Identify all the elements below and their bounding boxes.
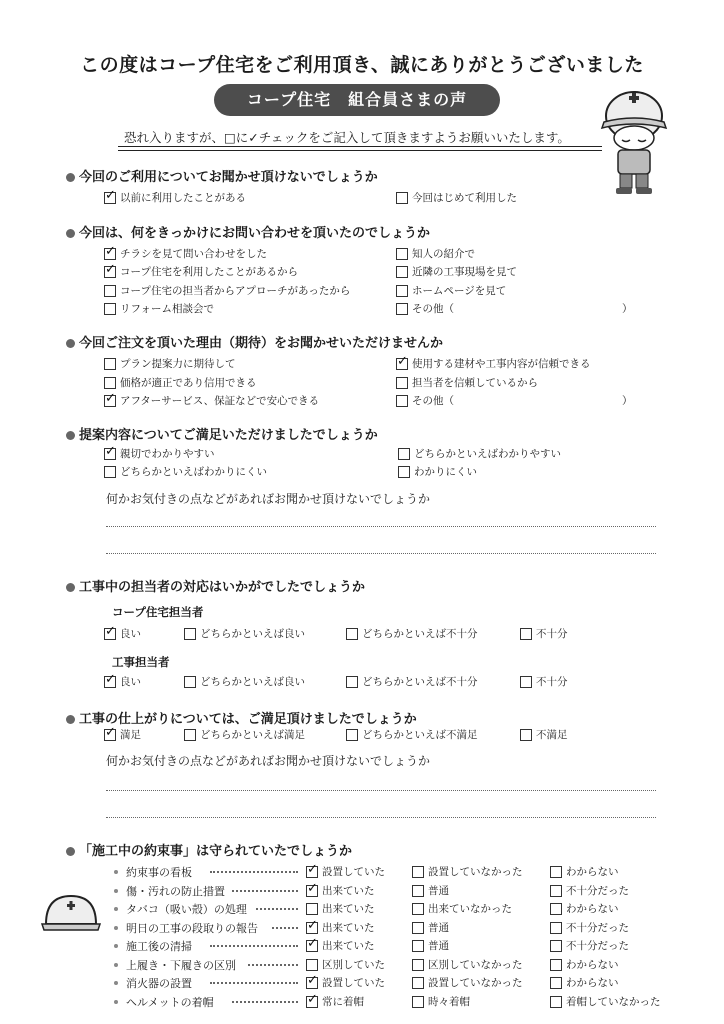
q7-r6-option-1[interactable]: [306, 957, 385, 972]
option-label: わからない: [566, 866, 619, 878]
leader-dots: [232, 1001, 298, 1003]
q3-option-1[interactable]: [104, 356, 236, 371]
question-2-text: 今回は、何をきっかけにお問い合わせを頂いたのでしょうか: [79, 226, 431, 241]
checkbox[interactable]: [104, 248, 116, 260]
group-title-coop: コープ住宅担当者: [112, 605, 204, 619]
rule-row-label: [114, 864, 192, 880]
q7-r2-option-2[interactable]: [412, 883, 449, 898]
option-label: その他（ ）: [412, 303, 633, 315]
checkbox[interactable]: [104, 303, 116, 315]
q7-r3-option-1[interactable]: [306, 901, 375, 916]
checkbox[interactable]: [398, 448, 410, 460]
q7-r6-option-3[interactable]: [550, 957, 619, 972]
rule-label: タバコ（吸い殻）の処理: [126, 903, 247, 916]
question-1-text: 今回のご利用についてお聞かせ頂けないでしょうか: [79, 170, 378, 185]
checkbox[interactable]: [306, 903, 318, 915]
option-label: わからない: [566, 903, 619, 915]
option-label: 不十分だった: [566, 940, 629, 952]
page-title: この度はコープ住宅をご利用頂き、誠にありがとうございました: [80, 54, 644, 76]
option-label: 設置していた: [322, 977, 385, 989]
rule-row-label: [114, 975, 192, 991]
worker-mascot-icon: [594, 86, 674, 198]
bullet-icon: [66, 583, 75, 592]
q7-r4-option-2[interactable]: [412, 920, 449, 935]
checkbox[interactable]: [104, 676, 116, 688]
checkbox[interactable]: [104, 729, 116, 741]
checkbox[interactable]: [412, 959, 424, 971]
q7-r4-option-1[interactable]: [306, 920, 375, 935]
option-label: 設置していなかった: [428, 977, 523, 989]
checkbox[interactable]: [550, 996, 562, 1008]
option-label: コープ住宅の担当者からアプローチがあったから: [120, 285, 351, 297]
checkbox[interactable]: [398, 466, 410, 478]
checkbox[interactable]: [306, 996, 318, 1008]
checkbox[interactable]: [396, 358, 408, 370]
checkbox[interactable]: [550, 940, 562, 952]
q2-option-8[interactable]: [396, 301, 633, 316]
checkbox[interactable]: [412, 977, 424, 989]
option-label: どちらかといえば不満足: [362, 729, 478, 741]
option-label: 区別していなかった: [428, 959, 523, 971]
option-label: 満足: [120, 729, 141, 741]
leader-dots: [210, 945, 298, 947]
option-label: プラン提案力に期待して: [120, 358, 236, 370]
q5-g1-option-1[interactable]: [104, 626, 141, 641]
header-divider: [118, 150, 602, 151]
bullet-icon: [66, 431, 75, 440]
q4-free-prompt: 何かお気付きの点などがあればお聞かせ頂けないでしょうか: [106, 492, 431, 506]
option-label: 出来ていなかった: [428, 903, 512, 915]
option-label: 担当者を信頼しているから: [412, 377, 538, 389]
bullet-icon: [114, 889, 118, 893]
q3-option-4[interactable]: [396, 356, 591, 371]
checkbox[interactable]: [306, 922, 318, 934]
option-label: 不十分: [536, 676, 568, 688]
question-6-text: 工事の仕上がりについては、ご満足頂けましたでしょうか: [79, 712, 417, 727]
question-3-text: 今回ご注文を頂いた理由（期待）をお聞かせいただけませんか: [79, 336, 444, 351]
option-label: 常に着帽: [322, 996, 364, 1008]
leader-dots: [248, 964, 298, 966]
option-label: 設置していた: [322, 866, 385, 878]
q6-option-1[interactable]: [104, 727, 141, 742]
checkbox[interactable]: [396, 377, 408, 389]
option-label: 良い: [120, 628, 141, 640]
checkbox[interactable]: [184, 729, 196, 741]
leader-dots: [256, 908, 298, 910]
option-label: 普通: [428, 922, 449, 934]
q7-r3-option-2[interactable]: [412, 901, 512, 916]
option-label: 出来ていた: [322, 903, 375, 915]
rule-label: 傷・汚れの防止措置: [126, 885, 225, 898]
q2-option-7[interactable]: [396, 283, 506, 298]
helmet-icon: [40, 890, 102, 936]
option-label: 以前に利用したことがある: [120, 192, 246, 204]
question-2: [66, 222, 430, 241]
question-3: [66, 332, 443, 351]
option-label: 時々着帽: [428, 996, 470, 1008]
checkbox[interactable]: [104, 395, 116, 407]
option-label: アフターサービス、保証などで安心できる: [120, 395, 320, 407]
option-label: 普通: [428, 885, 449, 897]
option-label: その他（ ）: [412, 395, 633, 407]
q7-r7-option-1[interactable]: [306, 975, 385, 990]
option-label: わからない: [566, 977, 619, 989]
checkbox[interactable]: [520, 628, 532, 640]
q6-free-prompt: 何かお気付きの点などがあればお聞かせ頂けないでしょうか: [106, 754, 431, 768]
rule-label: 上履き・下履きの区別: [126, 959, 236, 972]
q2-option-5[interactable]: [396, 246, 475, 261]
checkbox[interactable]: [306, 866, 318, 878]
checkbox[interactable]: [396, 192, 408, 204]
option-label: 良い: [120, 676, 141, 688]
checkbox[interactable]: [104, 628, 116, 640]
leader-dots: [210, 871, 298, 873]
q2-option-3[interactable]: [104, 283, 350, 298]
question-4: [66, 424, 378, 443]
rule-label: 施工後の清掃: [126, 940, 192, 953]
rule-label: ヘルメットの着帽: [126, 996, 214, 1009]
bullet-icon: [114, 926, 118, 930]
q6-option-3[interactable]: [346, 727, 478, 742]
option-label: 出来ていた: [322, 940, 375, 952]
leader-dots: [210, 982, 298, 984]
bullet-icon: [114, 907, 118, 911]
option-label: コープ住宅を利用したことがあるから: [120, 266, 298, 278]
option-label: ホームページを見て: [412, 285, 507, 297]
option-label: 着帽していなかった: [566, 996, 661, 1008]
checkbox[interactable]: [550, 959, 562, 971]
checkbox[interactable]: [104, 266, 116, 278]
question-5-text: 工事中の担当者の対応はいかがでしたでしょうか: [79, 580, 366, 595]
q5-g2-option-4[interactable]: [520, 674, 568, 689]
option-label: 不十分だった: [566, 885, 629, 897]
comment-line[interactable]: [106, 526, 656, 527]
comment-line[interactable]: [106, 817, 656, 818]
checkbox[interactable]: [520, 729, 532, 741]
comment-line[interactable]: [106, 790, 656, 791]
q5-g2-option-1[interactable]: [104, 674, 141, 689]
option-label: 親切でわかりやすい: [120, 448, 215, 460]
bullet-icon: [66, 173, 75, 182]
group-title-construction: 工事担当者: [112, 655, 170, 669]
checkbox[interactable]: [104, 448, 116, 460]
option-label: 不十分: [536, 628, 568, 640]
question-7: [66, 840, 352, 859]
q7-r8-option-3[interactable]: [550, 994, 661, 1009]
checkbox[interactable]: [550, 885, 562, 897]
q7-r5-option-1[interactable]: [306, 938, 375, 953]
q3-option-5[interactable]: [396, 375, 538, 390]
q6-option-2[interactable]: [184, 727, 305, 742]
checkbox[interactable]: [306, 959, 318, 971]
option-label: 知人の紹介で: [412, 248, 475, 260]
option-label: どちらかといえば良い: [200, 676, 305, 688]
checkbox[interactable]: [184, 676, 196, 688]
q7-r7-option-3[interactable]: [550, 975, 619, 990]
checkbox[interactable]: [520, 676, 532, 688]
checkbox[interactable]: [550, 922, 562, 934]
q7-r1-option-2[interactable]: [412, 864, 523, 879]
q3-option-6[interactable]: [396, 393, 633, 408]
rule-row-label: [114, 957, 236, 973]
checkbox[interactable]: [306, 885, 318, 897]
option-label: チラシを見て問い合わせをした: [120, 248, 267, 260]
option-label: 不満足: [536, 729, 568, 741]
header-divider: [118, 146, 602, 147]
option-label: 設置していなかった: [428, 866, 523, 878]
bullet-icon: [66, 715, 75, 724]
checkbox[interactable]: [346, 729, 358, 741]
leader-dots: [272, 927, 298, 929]
rule-label: 約束事の看板: [126, 866, 192, 879]
checkbox[interactable]: [550, 903, 562, 915]
checkbox[interactable]: [412, 996, 424, 1008]
q4-option-1[interactable]: [104, 446, 215, 461]
checkbox[interactable]: [306, 977, 318, 989]
bullet-icon: [66, 847, 75, 856]
option-label: どちらかといえば不十分: [362, 628, 478, 640]
q2-option-4[interactable]: [104, 301, 214, 316]
q3-option-3[interactable]: [104, 393, 319, 408]
q5-g1-option-3[interactable]: [346, 626, 478, 641]
checkbox[interactable]: [104, 285, 116, 297]
question-5: [66, 576, 365, 595]
q4-option-4[interactable]: [398, 464, 477, 479]
rule-row-label: [114, 920, 258, 936]
checkbox[interactable]: [412, 940, 424, 952]
q6-option-4[interactable]: [520, 727, 568, 742]
bullet-icon: [114, 1000, 118, 1004]
q5-g2-option-2[interactable]: [184, 674, 305, 689]
q5-g1-option-2[interactable]: [184, 626, 305, 641]
checkbox[interactable]: [396, 303, 408, 315]
q7-r4-option-3[interactable]: [550, 920, 629, 935]
checkbox[interactable]: [346, 676, 358, 688]
q7-r3-option-3[interactable]: [550, 901, 619, 916]
q7-r1-option-3[interactable]: [550, 864, 619, 879]
rule-row-label: [114, 938, 192, 954]
q3-option-2[interactable]: [104, 375, 257, 390]
option-label: どちらかといえばわかりやすい: [414, 448, 561, 460]
q7-r5-option-3[interactable]: [550, 938, 629, 953]
option-label: 普通: [428, 940, 449, 952]
question-6: [66, 708, 417, 727]
q1-option-2[interactable]: [396, 190, 517, 205]
q7-r2-option-3[interactable]: [550, 883, 629, 898]
option-label: 出来ていた: [322, 922, 375, 934]
option-label: 今回はじめて利用した: [412, 192, 517, 204]
option-label: リフォーム相談会で: [120, 303, 214, 315]
comment-line[interactable]: [106, 553, 656, 554]
question-1: [66, 166, 378, 185]
rule-row-label: [114, 994, 214, 1010]
q7-r1-option-1[interactable]: [306, 864, 385, 879]
rule-row-label: [114, 901, 247, 917]
option-label: どちらかといえば良い: [200, 628, 305, 640]
q7-r8-option-1[interactable]: [306, 994, 364, 1009]
option-label: どちらかといえばわかりにくい: [120, 466, 267, 478]
bullet-icon: [114, 981, 118, 985]
q7-r6-option-2[interactable]: [412, 957, 523, 972]
option-label: 使用する建材や工事内容が信頼できる: [412, 358, 591, 370]
bullet-icon: [66, 339, 75, 348]
option-label: どちらかといえば満足: [200, 729, 305, 741]
q1-option-1[interactable]: [104, 190, 246, 205]
option-label: どちらかといえば不十分: [362, 676, 478, 688]
checkbox[interactable]: [306, 940, 318, 952]
rule-label: 消火器の設置: [126, 977, 192, 990]
q7-r7-option-2[interactable]: [412, 975, 523, 990]
checkbox[interactable]: [396, 285, 408, 297]
option-label: 不十分だった: [566, 922, 629, 934]
checkbox[interactable]: [104, 192, 116, 204]
checkbox[interactable]: [396, 248, 408, 260]
checkbox[interactable]: [104, 358, 116, 370]
option-label: 近隣の工事現場を見て: [412, 266, 517, 278]
q4-option-3[interactable]: [398, 446, 561, 461]
q2-option-1[interactable]: [104, 246, 267, 261]
checkbox[interactable]: [412, 922, 424, 934]
checkbox[interactable]: [396, 266, 408, 278]
q5-g2-option-3[interactable]: [346, 674, 478, 689]
checkbox[interactable]: [412, 885, 424, 897]
q7-r5-option-2[interactable]: [412, 938, 449, 953]
checkbox[interactable]: [184, 628, 196, 640]
instruction-note: 恐れ入りますが、□に✓チェックをご記入して頂きますようお願いいたします。: [124, 130, 570, 145]
option-label: わからない: [566, 959, 619, 971]
checkbox[interactable]: [412, 903, 424, 915]
option-label: 出来ていた: [322, 885, 375, 897]
q7-r2-option-1[interactable]: [306, 883, 375, 898]
checkbox[interactable]: [104, 377, 116, 389]
leader-dots: [232, 890, 298, 892]
option-label: 価格が適正であり信用できる: [120, 377, 257, 389]
q2-option-6[interactable]: [396, 264, 517, 279]
bullet-icon: [114, 870, 118, 874]
option-label: 区別していた: [322, 959, 385, 971]
checkbox[interactable]: [104, 466, 116, 478]
bullet-icon: [114, 963, 118, 967]
question-4-text: 提案内容についてご満足いただけましたでしょうか: [79, 428, 378, 443]
q4-option-2[interactable]: [104, 464, 267, 479]
checkbox[interactable]: [396, 395, 408, 407]
rule-label: 明日の工事の段取りの報告: [126, 922, 258, 935]
bullet-icon: [114, 944, 118, 948]
checkbox[interactable]: [550, 866, 562, 878]
q5-g1-option-4[interactable]: [520, 626, 568, 641]
checkbox[interactable]: [346, 628, 358, 640]
question-7-text: 「施工中の約束事」は守られていたでしょうか: [79, 844, 353, 859]
rule-row-label: [114, 883, 225, 899]
section-banner: コープ住宅 組合員さまの声: [214, 84, 500, 116]
q2-option-2[interactable]: [104, 264, 298, 279]
checkbox[interactable]: [412, 866, 424, 878]
checkbox[interactable]: [550, 977, 562, 989]
q7-r8-option-2[interactable]: [412, 994, 470, 1009]
bullet-icon: [66, 229, 75, 238]
option-label: わかりにくい: [414, 466, 477, 478]
